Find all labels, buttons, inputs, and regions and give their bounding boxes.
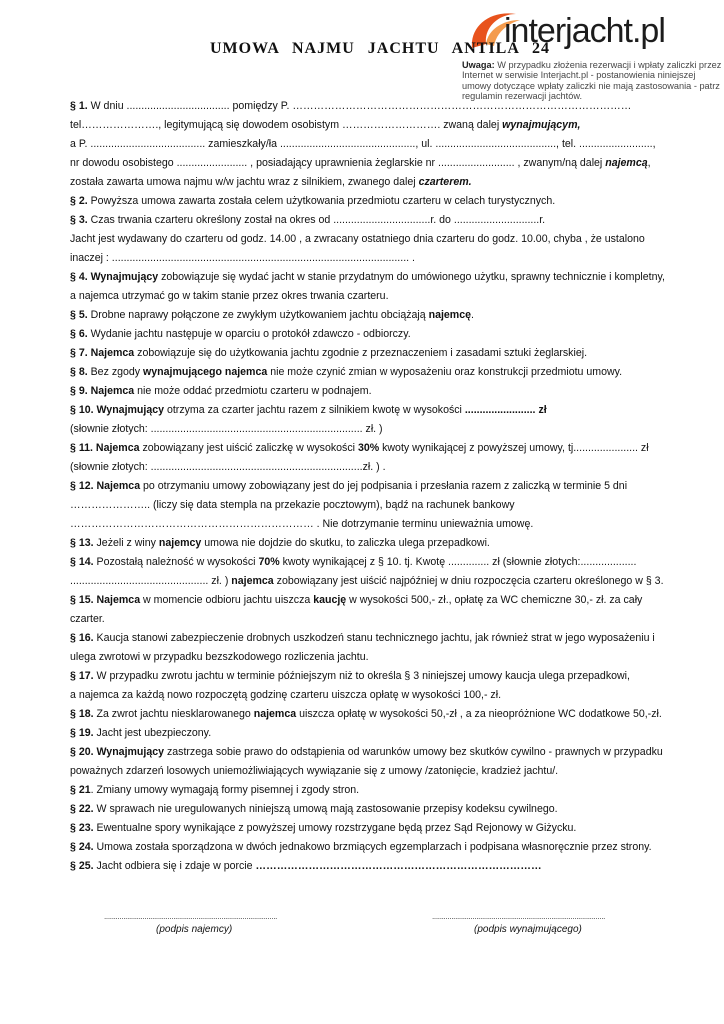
line-segment: najemcy <box>158 537 202 549</box>
contract-line <box>70 518 533 530</box>
line-segment: Czas trwania czarteru określony został na okres od .................................r. do .............................r. <box>87 214 546 226</box>
line-segment: Kaucja stanowi zabezpieczenie drobnych uszkodzeń stanu technicznego jachtu, jak również strat w jego wyposażeniu i <box>93 632 655 644</box>
line-segment: najemcę <box>428 309 472 321</box>
contract-line <box>70 385 372 397</box>
line-segment: w wysokości 500,- zł., opłatę za WC chemiczne 30,- zł. za cały <box>346 594 643 606</box>
line-segment: , <box>647 157 651 169</box>
contract-line <box>70 100 631 112</box>
signature-caption-tenant: (podpis najemcy) <box>156 924 233 935</box>
contract-line <box>70 366 622 378</box>
line-segment: zobowiązany jest uiścić zaliczkę w wysokości <box>139 442 358 454</box>
contract-line <box>70 252 415 264</box>
line-segment: § 11. Najemca <box>70 442 140 454</box>
line-segment: Jacht odbiera się i zdaje w porcie <box>93 860 256 872</box>
booking-notice <box>462 60 724 101</box>
line-segment: W sprawach nie uregulowanych niniejszą umową mają zastosowanie przepisy kodeksu cywilnego. <box>93 803 558 815</box>
contract-line <box>70 119 580 131</box>
contract-line <box>70 195 555 207</box>
line-segment: § 15. Najemca <box>70 594 141 606</box>
line-segment: § 9. Najemca <box>70 385 135 397</box>
contract-line <box>70 803 558 815</box>
contract-line <box>70 784 359 796</box>
document-title: UMOWA NAJMU JACHTU ANTILA 24 <box>210 40 551 57</box>
line-segment: ............................................... zł. ) <box>70 575 232 587</box>
line-segment: nr dowodu osobistego ........................ , posiadający uprawnienia żeglarskie nr .......................... , zwanym/ną dalej <box>70 157 606 169</box>
line-segment: § 16. <box>70 632 94 644</box>
line-segment: najemca <box>231 575 274 587</box>
line-segment: inaczej : ..................................................................................................... . <box>70 252 415 264</box>
contract-line <box>70 822 576 834</box>
line-segment: § 22. <box>70 803 94 815</box>
line-segment: § 21 <box>70 784 91 796</box>
line-segment: § 20. Wynajmujący <box>70 746 165 758</box>
line-segment: kwoty wynikającej z powyższej umowy, tj...................... zł <box>379 442 649 454</box>
line-segment: uiszcza opłatę w wysokości 50,-zł , a za nieopróżnione WC dodatkowe 50,-zł. <box>296 708 662 720</box>
line-segment: ………………….. (liczy się data stempla na przekazie pocztowym), bądź na rachunek bankowy <box>70 499 515 511</box>
line-segment: otrzyma za czarter jachtu razem z silnikiem kwotę w wysokości <box>164 404 465 416</box>
line-segment: zobowiązuje się wydać jacht w stanie przydatnym do umówionego użytku, sprawny technicznie i kompletny, <box>158 271 665 283</box>
line-segment: Jeżeli z winy <box>93 537 159 549</box>
line-segment: § 10. Wynajmujący <box>70 404 165 416</box>
contract-line <box>70 841 652 853</box>
line-segment: wynajmującego najemca <box>143 366 268 378</box>
contract-line <box>70 290 389 302</box>
line-segment: 30% <box>357 442 380 454</box>
line-segment: § 2. <box>70 195 88 207</box>
contract-line <box>70 423 383 435</box>
line-segment: poważnych zdarzeń losowych uniemożliwiających wywiązanie się z umowy /zatonięcie, kradzież jachtu/. <box>70 765 559 777</box>
contract-line <box>70 651 369 663</box>
line-segment: § 4. Wynajmujący <box>70 271 159 283</box>
contract-line <box>70 746 663 758</box>
line-segment: § 5. <box>70 309 88 321</box>
line-segment: zobowiązany jest uiścić najpóźniej w dniu rozpoczęcia czarteru określonego w § 3. <box>273 575 664 587</box>
line-segment: § 12. Najemca <box>70 480 141 492</box>
line-segment: a najemca za każdą nowo rozpoczętą godzinę czarteru uiszcza opłatę w wysokości 100,- zł. <box>70 689 502 701</box>
line-segment: Wydanie jachtu następuje w oparciu o protokół zdawczo - odbiorczy. <box>87 328 411 340</box>
line-segment: . Zmiany umowy wymagają formy pisemnej i zgody stron. <box>90 784 360 796</box>
notice-text: W przypadku złożenia rezerwacji i wpłaty zaliczki przez Internet w serwisie Interjacht.pl - postanowienia niniejszej umowy dotyczące wpłaty zaliczki nie mają zastosowania - patrz regulamin rezerwacji jachtów. <box>462 60 722 101</box>
line-segment: § 3. <box>70 214 88 226</box>
line-segment: Umowa została sporządzona w dwóch jednakowo brzmiących egzemplarzach i podpisana własnoręcznie przez strony. <box>93 841 652 853</box>
notice-label: Uwaga: <box>462 60 495 70</box>
line-segment: § 23. <box>70 822 94 834</box>
line-segment: nie może czynić zmian w wyposażeniu oraz konstrukcji przedmiotu umowy. <box>267 366 623 378</box>
line-segment: wynajmującym, <box>502 119 581 131</box>
contract-line <box>70 613 105 625</box>
line-segment: § 24. <box>70 841 94 853</box>
line-segment: § 6. <box>70 328 88 340</box>
line-segment: Jacht jest ubezpieczony. <box>93 727 212 739</box>
line-segment: nie może oddać przedmiotu czarteru w podnajem. <box>134 385 372 397</box>
line-segment: § 8. <box>70 366 88 378</box>
contract-line <box>70 708 662 720</box>
line-segment: 70% <box>258 556 280 568</box>
signature-line-owner: .......................................................................................... <box>432 912 606 921</box>
line-segment: czarter. <box>70 613 105 625</box>
contract-line <box>70 309 474 321</box>
line-segment: § 7. Najemca <box>70 347 135 359</box>
contract-line <box>70 765 558 777</box>
line-segment: najemca <box>253 708 297 720</box>
contract-line <box>70 176 472 188</box>
contract-line <box>70 594 642 606</box>
line-segment: kwoty wynikającej z § 10. tj. Kwotę .............. zł (słownie złotych:................... <box>279 556 637 568</box>
contract-line <box>70 499 515 511</box>
line-segment: Jacht jest wydawany do czarteru od godz. 14.00 , a zwracany ostatniego dnia czarteru do godz. 10.00, chyba , że ustalono <box>70 233 645 245</box>
logo-text: interjacht.pl <box>504 12 665 50</box>
line-segment: kaucję <box>313 594 347 606</box>
contract-line <box>70 138 656 150</box>
contract-line <box>70 157 651 169</box>
line-segment: została zawarta umowa najmu w/w jachtu wraz z silnikiem, zwanego dalej <box>70 176 419 188</box>
contract-line <box>70 442 649 454</box>
line-segment: po otrzymaniu umowy zobowiązany jest do jej podpisania i przesłania razem z zaliczką w terminie 5 dni <box>140 480 628 492</box>
contract-line <box>70 860 542 872</box>
contract-line <box>70 347 587 359</box>
line-segment: . <box>471 309 474 321</box>
line-segment: a P. ....................................... zamieszkały/ła .............................................., ul. ........................................., tel. ........................., <box>70 138 656 150</box>
line-segment: W dniu ................................... pomiędzy P. …………………………………………………………………………………… <box>87 100 632 112</box>
line-segment: Ewentualne spory wynikające z powyższej umowy rozstrzygane będą przez Sąd Rejonowy w Giżycku. <box>93 822 577 834</box>
line-segment: …………………………………………………………… . Nie dotrzymanie terminu unieważnia umowę. <box>70 518 534 530</box>
line-segment: W przypadku zwrotu jachtu w terminie późniejszym niż to określa § 3 niniejszej umowy kaucja ulega przepadkowi, <box>93 670 630 682</box>
line-segment: w momencie odbioru jachtu uiszcza <box>140 594 314 606</box>
signature-line-tenant: .......................................................................................... <box>104 912 278 921</box>
line-segment: § 18. <box>70 708 94 720</box>
line-segment: Powyższa umowa zawarta została celem użytkowania przedmiotu czarteru w celach turystycznych. <box>87 195 556 207</box>
line-segment: § 19. <box>70 727 94 739</box>
line-segment: (słownie złotych: ........................................................................zł. ) . <box>70 461 386 473</box>
line-segment: Pozostałą należność w wysokości <box>93 556 259 568</box>
line-segment: zastrzega sobie prawo do odstąpienia od warunków umowy bez skutków cywilno - prawnych w przypadku <box>164 746 663 758</box>
line-segment: umowa nie dojdzie do skutku, to zaliczka ulega przepadkowi. <box>201 537 490 549</box>
line-segment: § 1. <box>70 100 88 112</box>
contract-line <box>70 233 645 245</box>
contract-line <box>70 632 655 644</box>
contract-line <box>70 727 211 739</box>
contract-line <box>70 214 545 226</box>
line-segment: Za zwrot jachtu niesklarowanego <box>93 708 254 720</box>
line-segment: (słownie złotych: ........................................................................ zł. ) <box>70 423 383 435</box>
line-segment: ……………………………………………………………………… <box>255 860 542 872</box>
line-segment: tel…………………., legitymującą się dowodem osobistym ………………………. zwaną dalej <box>70 119 503 131</box>
contract-line <box>70 328 411 340</box>
contract-line <box>70 575 664 587</box>
contract-line <box>70 461 386 473</box>
line-segment: zobowiązuje się do użytkowania jachtu zgodnie z przeznaczeniem i zasadami sztuki żeglarskiej. <box>134 347 588 359</box>
line-segment: czarterem. <box>418 176 472 188</box>
line-segment: Drobne naprawy połączone ze zwykłym użytkowaniem jachtu obciążają <box>87 309 429 321</box>
line-segment: ulega zwrotowi w przypadku bezszkodowego rozliczenia jachtu. <box>70 651 369 663</box>
contract-line <box>70 271 665 283</box>
contract-line <box>70 480 627 492</box>
line-segment: ........................ zł <box>464 404 547 416</box>
line-segment: a najemca utrzymać go w takim stanie przez okres trwania czarteru. <box>70 290 389 302</box>
line-segment: § 25. <box>70 860 94 872</box>
contract-line <box>70 537 490 549</box>
contract-line <box>70 404 547 416</box>
line-segment: najemcą <box>605 157 648 169</box>
line-segment: § 17. <box>70 670 94 682</box>
contract-line <box>70 670 630 682</box>
contract-line <box>70 556 636 568</box>
line-segment: § 14. <box>70 556 94 568</box>
signature-caption-owner: (podpis wynajmującego) <box>474 924 582 935</box>
contract-line <box>70 689 501 701</box>
line-segment: Bez zgody <box>87 366 144 378</box>
line-segment: § 13. <box>70 537 94 549</box>
